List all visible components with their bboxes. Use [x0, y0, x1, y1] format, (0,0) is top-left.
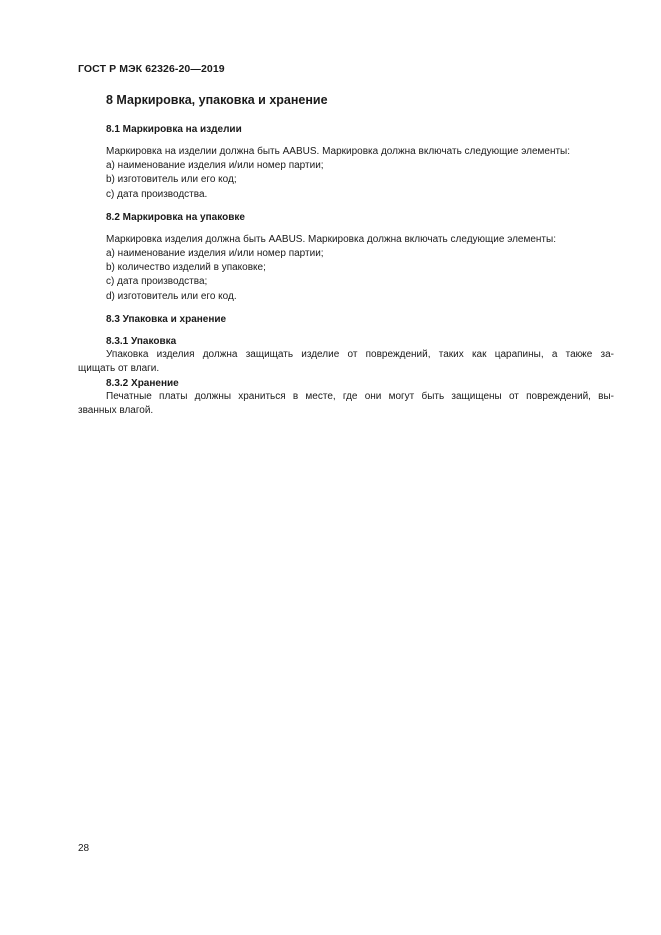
section-8-3-1-line-1: Упаковка изделия должна защищать изделие от повреждений, таких как царапины, а также за- — [106, 348, 614, 360]
section-8-2-item-d: d) изготовитель или его код. — [106, 290, 237, 302]
section-8-2-item-c: c) дата производства; — [106, 276, 208, 288]
section-8-2-title: 8.2 Маркировка на упаковке — [106, 211, 245, 223]
section-8-3-title: 8.3 Упаковка и хранение — [106, 313, 227, 325]
section-8-3-1-body — [78, 348, 614, 376]
section-8-1-item-a: a) наименование изделия и/или номер партии; — [106, 160, 324, 172]
section-8-1-title: 8.1 Маркировка на изделии — [106, 124, 242, 135]
section-8-title: 8 Маркировка, упаковка и хранение — [106, 93, 328, 107]
section-8-3-1-line-2: щищать от влаги. — [78, 363, 160, 375]
section-8-1-item-c: c) дата производства. — [106, 188, 208, 200]
section-8-3-2-body — [78, 390, 614, 418]
section-8-3-2-title: 8.3.2 Хранение — [106, 378, 179, 390]
section-8-3-2-line-2: званных влагой. — [78, 405, 154, 417]
section-8-2-intro: Маркировка изделия должна быть AABUS. Маркировка должна включать следующие элементы: — [106, 233, 556, 245]
section-8-3-2-line-1: Печатные платы должны храниться в месте, где они могут быть защищены от повреждений, вы- — [106, 391, 614, 403]
page-number: 28 — [78, 843, 90, 854]
document-standard-id: ГОСТ Р МЭК 62326-20—2019 — [78, 63, 225, 75]
section-8-1-body — [106, 145, 614, 202]
section-8-2-body — [106, 233, 614, 304]
section-8-3-1-title: 8.3.1 Упаковка — [106, 335, 177, 347]
section-8-2-item-a: a) наименование изделия и/или номер партии; — [106, 248, 324, 260]
section-8-1-item-b: b) изготовитель или его код; — [106, 174, 237, 186]
page-content — [78, 93, 614, 419]
section-8-2-item-b: b) количество изделий в упаковке; — [106, 262, 266, 274]
section-8-1-intro: Маркировка на изделии должна быть AABUS. Маркировка должна включать следующие элементы: — [106, 146, 571, 157]
